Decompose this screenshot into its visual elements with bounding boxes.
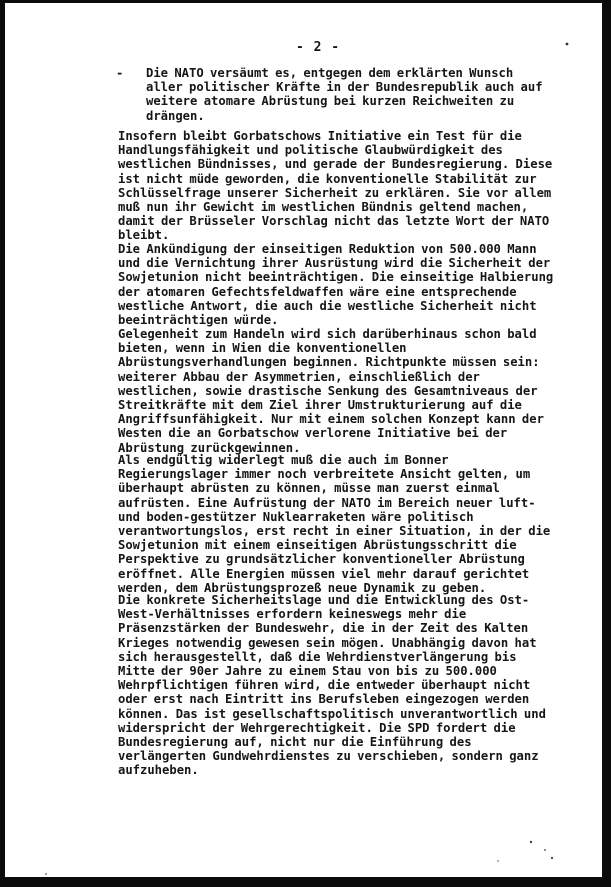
paragraph-armament-refuted: Als endgültig widerlegt muß die auch im Bonner Regierungslager immer noch verbreitete Ansicht gelten, um überhaupt abrüsten zu können, müsse man zuerst einmal aufrüsten. Eine Aufrüstung der NATO im Bereich neuer luft- und boden-gestützer Nuklearraketen wäre politisch verantwortungslos, erst recht in einer Situation, in der die Sowjetunion mit einem einseitigen Abrüstungsschritt die Perspektive zu grundsätzlicher konventioneller Abrüstung eröffnet. Alle Energien müssen viel mehr darauf gerichtet werden, dem Abrüstungsprozeß neue Dynamik zu geben. [118, 453, 551, 595]
paragraph-vienna-negotiations: Gelegenheit zum Handeln wird sich darüberhinaus schon bald bieten, wenn in Wien die konventionellen Abrüstungsverhandlungen beginnen. Richtpunkte müssen sein: weiterer Abbau der Asymmetrien, einschließlich der westlichen, sowie drastische Senkung des Gesamtniveaus der Streitkräfte mit dem Ziel ihrer Umstrukturierung auf die Angriffsunfähigkeit. Nur mit einem solchen Konzept kann der Westen die an Gorbatschow verlorene Initiative bei der Abrüstung zurückgewinnen. [118, 327, 544, 455]
bullet-item-text: Die NATO versäumt es, entgegen dem erklärten Wunsch aller politischer Kräfte in der Bundesrepublik auch auf weitere atomare Abrüstung bei kurzen Reichweiten zu drängen. [146, 66, 543, 123]
paragraph-initiative-test: Insofern bleibt Gorbatschows Initiative ein Test für die Handlungsfähigkeit und politische Glaubwürdigkeit des westlichen Bündnisses, und gerade der Bundesregierung. Diese ist nicht müde geworden, die konventionelle Stabilität zur Schlüsselfrage unserer Sicherheit zu erklären. Sie vor allem muß nun ihr Gewicht im westlichen Bündnis geltend machen, damit der Brüsseler Vorschlag nicht das letzte Wort der NATO bleibt. [118, 129, 553, 243]
page-number: - 2 - [296, 40, 341, 55]
paragraph-unilateral-reduction: Die Ankündigung der einseitigen Reduktion von 500.000 Mann und die Vernichtung ihrer Ausrüstung wird die Sicherheit der Sowjetunion nicht beeinträchtigen. Die einseitige Halbierung der atomaren Gefechtsfeldwaffen wäre eine entsprechende westliche Antwort, die auch die westliche Sicherheit nicht beeinträchtigen würde. [118, 242, 554, 328]
bullet-marker: - [116, 66, 124, 80]
paragraph-bundeswehr-conscription: Die konkrete Sicherheitslage und die Entwicklung des Ost-West-Verhältnisses erfordern keineswegs mehr die Präsenzstärken der Bundeswehr, die in der Zeit des Kalten Krieges notwendig gewesen sein mögen. Unabhängig davon hat sich herausgestellt, daß die Wehrdienstverlängerung bis Mitte der 90er Jahre zu einem Stau von bis zu 500.000 Wehrpflichtigen führen wird, die entweder überhaupt nicht oder erst nach Eintritt ins Berufsleben eingezogen werden können. Das ist gesellschaftspolitisch unverantwortlich und widerspricht der Wehrgerechtigkeit. Die SPD fordert die Bundesregierung auf, nicht nur die Einführung des verlängerten Gundwehrdienstes zu verschieben, sondern ganz aufzuheben. [118, 593, 546, 778]
